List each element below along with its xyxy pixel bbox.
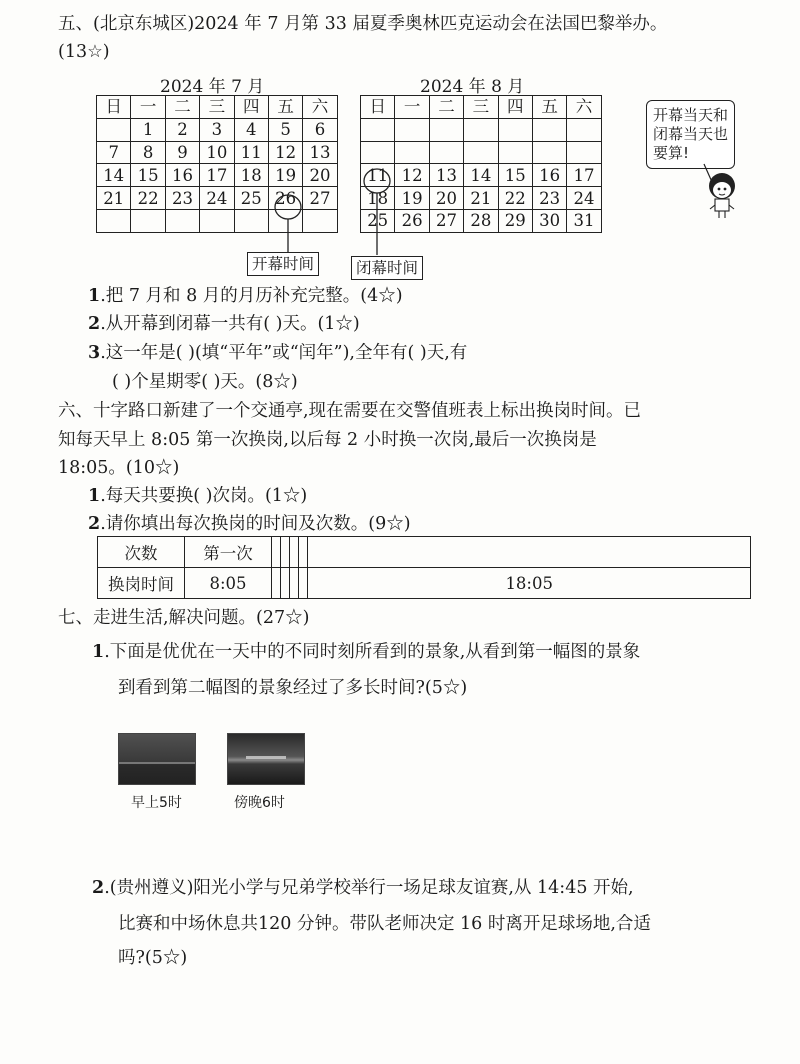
q-number: 1 bbox=[88, 486, 101, 506]
table-cell-blank[interactable] bbox=[290, 568, 299, 599]
section7-heading: 七、走进生活,解决问题。(27☆) bbox=[58, 608, 310, 628]
july-day: 10 bbox=[200, 141, 234, 164]
section6-q2 bbox=[88, 512, 411, 536]
july-day: 7 bbox=[97, 141, 131, 164]
july-day-opening: 26 bbox=[268, 187, 302, 210]
july-day: 17 bbox=[200, 164, 234, 187]
july-day: 14 bbox=[97, 164, 131, 187]
q-number: 1 bbox=[92, 642, 105, 662]
table-cell-blank[interactable] bbox=[308, 537, 751, 568]
evening-scene-image bbox=[227, 733, 305, 785]
table-header: 换岗时间 bbox=[98, 568, 185, 599]
section5-heading: 五、(北京东城区)2024 年 7 月第 33 届夏季奥林匹克运动会在法国巴黎举办。 bbox=[58, 14, 668, 34]
august-header: 二 bbox=[429, 96, 463, 119]
july-day: 22 bbox=[131, 187, 165, 210]
august-day: 27 bbox=[429, 209, 463, 232]
july-day: 9 bbox=[165, 141, 199, 164]
section7-q2 bbox=[92, 876, 634, 900]
q-text: .每天共要换( )次岗。(1☆) bbox=[100, 486, 308, 506]
july-header: 一 bbox=[131, 96, 165, 119]
speech-line: 要算! bbox=[653, 144, 690, 162]
q-text: .下面是优优在一天中的不同时刻所看到的景象,从看到第一幅图的景象 bbox=[104, 642, 641, 662]
july-day: 24 bbox=[200, 187, 234, 210]
august-header: 一 bbox=[395, 96, 429, 119]
section6-heading: 六、十字路口新建了一个交通亭,现在需要在交警值班表上标出换岗时间。已 bbox=[58, 401, 642, 421]
section5-q3 bbox=[88, 341, 467, 365]
july-day: 20 bbox=[303, 164, 337, 187]
july-day: 21 bbox=[97, 187, 131, 210]
q-number: 2 bbox=[88, 314, 101, 334]
table-cell: 第一次 bbox=[185, 537, 272, 568]
july-header: 二 bbox=[165, 96, 199, 119]
section5-q3-cont: ( )个星期零( )天。(8☆) bbox=[112, 372, 298, 392]
july-header: 三 bbox=[200, 96, 234, 119]
july-day: 12 bbox=[268, 141, 302, 164]
july-day: 16 bbox=[165, 164, 199, 187]
july-header: 六 bbox=[303, 96, 337, 119]
section7-q2-cont: 比赛和中场休息共120 分钟。带队老师决定 16 时离开足球场地,合适 bbox=[118, 914, 651, 934]
evening-caption: 傍晚6时 bbox=[234, 795, 285, 811]
july-day: 13 bbox=[303, 141, 337, 164]
section7-q1 bbox=[92, 640, 640, 664]
july-day: 5 bbox=[268, 118, 302, 141]
august-day: 24 bbox=[567, 187, 601, 210]
closing-time-label: 闭幕时间 bbox=[351, 256, 423, 280]
closing-day-circle bbox=[364, 169, 390, 193]
table-cell-blank[interactable] bbox=[272, 568, 281, 599]
july-day: 1 bbox=[131, 118, 165, 141]
july-header: 四 bbox=[234, 96, 268, 119]
table-cell-blank[interactable] bbox=[281, 537, 290, 568]
section7-q1-cont: 到看到第二幅图的景象经过了多长时间?(5☆) bbox=[118, 678, 468, 698]
august-day: 26 bbox=[395, 209, 429, 232]
july-day: 8 bbox=[131, 141, 165, 164]
august-header: 日 bbox=[361, 96, 395, 119]
july-day: 23 bbox=[165, 187, 199, 210]
q-text: .从开幕到闭幕一共有( )天。(1☆) bbox=[100, 314, 360, 334]
q-text: .(贵州遵义)阳光小学与兄弟学校举行一场足球友谊赛,从 14:45 开始, bbox=[104, 878, 634, 898]
speech-bubble bbox=[646, 100, 735, 169]
morning-caption: 早上5时 bbox=[131, 795, 182, 811]
july-day: 25 bbox=[234, 187, 268, 210]
august-day: 21 bbox=[464, 187, 498, 210]
august-day: 31 bbox=[567, 209, 601, 232]
august-header: 五 bbox=[532, 96, 566, 119]
section7-q2-cont: 吗?(5☆) bbox=[118, 948, 188, 968]
section5-score: (13☆) bbox=[58, 42, 110, 62]
section5-q1 bbox=[88, 284, 403, 308]
august-day: 17 bbox=[567, 164, 601, 187]
speech-line: 闭幕当天也 bbox=[653, 125, 729, 143]
table-cell: 8:05 bbox=[185, 568, 272, 599]
july-day: 18 bbox=[234, 164, 268, 187]
august-day: 18 bbox=[361, 187, 395, 210]
august-day: 25 bbox=[361, 209, 395, 232]
august-day: 28 bbox=[464, 209, 498, 232]
august-day-closing: 11 bbox=[361, 164, 395, 187]
girl-cartoon-icon bbox=[690, 160, 770, 220]
august-day: 23 bbox=[532, 187, 566, 210]
morning-scene-image bbox=[118, 733, 196, 785]
july-day: 4 bbox=[234, 118, 268, 141]
august-calendar-title: 2024 年 8 月 bbox=[420, 77, 525, 97]
august-header: 四 bbox=[498, 96, 532, 119]
july-calendar-title: 2024 年 7 月 bbox=[160, 77, 265, 97]
q-text: .请你填出每次换岗的时间及次数。(9☆) bbox=[100, 514, 411, 534]
august-day: 12 bbox=[395, 164, 429, 187]
july-day: 2 bbox=[165, 118, 199, 141]
august-day: 29 bbox=[498, 209, 532, 232]
july-day: 3 bbox=[200, 118, 234, 141]
july-day: 19 bbox=[268, 164, 302, 187]
opening-time-label: 开幕时间 bbox=[247, 252, 319, 276]
august-day: 20 bbox=[429, 187, 463, 210]
table-header: 次数 bbox=[98, 537, 185, 568]
section6-q1 bbox=[88, 484, 307, 508]
q-number: 1 bbox=[88, 286, 101, 306]
speech-line: 开幕当天和 bbox=[653, 106, 729, 124]
august-day: 19 bbox=[395, 187, 429, 210]
table-cell-blank[interactable] bbox=[281, 568, 290, 599]
august-day: 22 bbox=[498, 187, 532, 210]
table-cell-blank[interactable] bbox=[299, 568, 308, 599]
august-day: 14 bbox=[464, 164, 498, 187]
opening-day-circle bbox=[275, 195, 301, 219]
july-day: 27 bbox=[303, 187, 337, 210]
august-day: 16 bbox=[532, 164, 566, 187]
q-text: .把 7 月和 8 月的月历补充完整。(4☆) bbox=[100, 286, 403, 306]
section6-text: 知每天早上 8:05 第一次换岗,以后每 2 小时换一次岗,最后一次换岗是 bbox=[58, 430, 597, 450]
table-cell-blank[interactable] bbox=[272, 537, 281, 568]
july-day: 6 bbox=[303, 118, 337, 141]
july-day: 11 bbox=[234, 141, 268, 164]
section5-q2 bbox=[88, 312, 360, 336]
q-text: .这一年是( )(填“平年”或“闰年”),全年有( )天,有 bbox=[100, 343, 468, 363]
shift-schedule-table bbox=[97, 536, 751, 599]
july-day: 15 bbox=[131, 164, 165, 187]
table-cell-blank[interactable] bbox=[299, 537, 308, 568]
q-number: 3 bbox=[88, 343, 101, 363]
august-header: 三 bbox=[464, 96, 498, 119]
section6-text: 18:05。(10☆) bbox=[58, 458, 180, 478]
august-header: 六 bbox=[567, 96, 601, 119]
table-cell-blank[interactable] bbox=[290, 537, 299, 568]
july-header: 五 bbox=[268, 96, 302, 119]
august-day: 13 bbox=[429, 164, 463, 187]
august-day: 30 bbox=[532, 209, 566, 232]
q-number: 2 bbox=[92, 878, 105, 898]
july-header: 日 bbox=[97, 96, 131, 119]
table-cell: 18:05 bbox=[308, 568, 751, 599]
q-number: 2 bbox=[88, 514, 101, 534]
august-day: 15 bbox=[498, 164, 532, 187]
